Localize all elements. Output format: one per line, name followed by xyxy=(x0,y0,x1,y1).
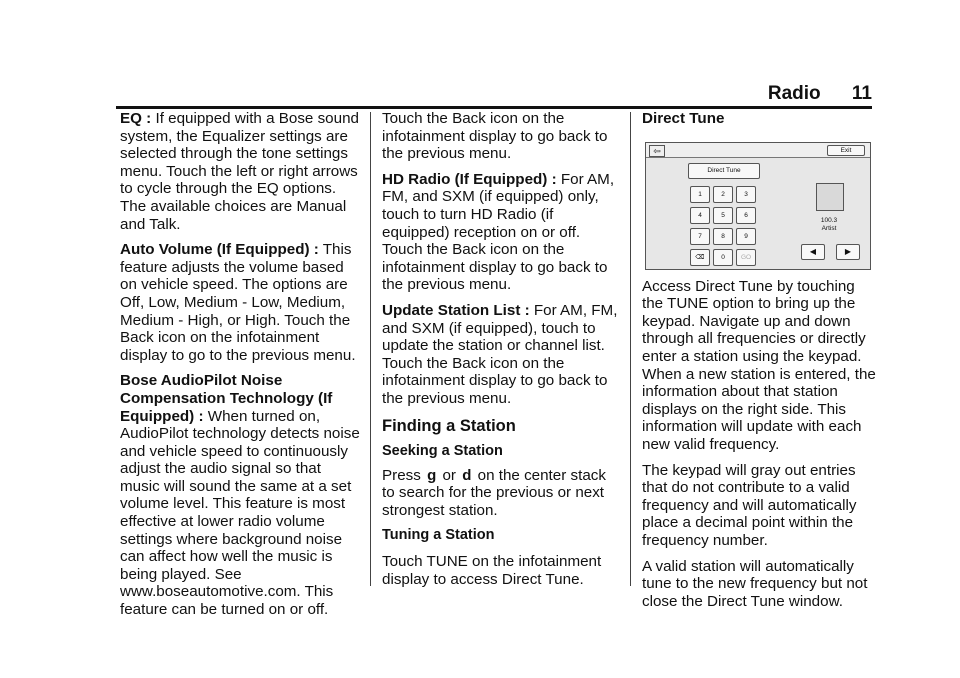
keypad-key: 0 xyxy=(713,249,733,266)
hd-radio-text: For AM, FM, and SXM (if equipped) only, touch to turn HD Radio (if equipped) reception on or off. Touch the Back icon on the infotainment display to go back to the previous menu. xyxy=(382,170,615,294)
auto-volume-text: This feature adjusts the volume based on vehicle speed. The options are Off, Low, Medium - Low, Medium, Medium - High, or High. Touch the Back icon on the infotainment display to go to the previous menu. xyxy=(120,241,356,364)
direct-tune-button: Direct Tune xyxy=(688,163,760,179)
finding-station-heading: Finding a Station xyxy=(382,416,516,435)
seek-next-icon: d xyxy=(462,466,469,484)
eq-term: EQ : xyxy=(120,110,152,127)
audiopilot-term: Bose AudioPilot Noise Compensation Technology (If Equipped) : xyxy=(120,372,333,425)
direct-tune-paragraph-2: The keypad will gray out entries that do not contribute to a valid frequency and will automatically place a decimal point within the frequency number. xyxy=(642,461,857,549)
station-frequency: 100.3 xyxy=(820,216,838,224)
update-list-paragraph xyxy=(382,302,618,408)
page-number: 11 xyxy=(851,83,872,104)
back-arrow-icon: ⇦ xyxy=(649,145,665,157)
station-artist: Artist xyxy=(821,224,837,232)
back-intro: Touch the Back icon on the infotainment display to go back to the previous menu. xyxy=(382,110,608,163)
keypad-key: 4 xyxy=(690,207,710,224)
column-3 xyxy=(642,110,878,618)
hd-radio-paragraph xyxy=(382,171,618,294)
page-header xyxy=(768,83,872,105)
auto-volume-paragraph xyxy=(120,241,360,364)
tune-up-icon: ▶ xyxy=(836,244,860,260)
album-art-placeholder xyxy=(816,183,844,211)
tuning-station-heading: Tuning a Station xyxy=(382,527,495,544)
hd-radio-term: HD Radio (If Equipped) : xyxy=(382,170,557,188)
seeking-station-heading: Seeking a Station xyxy=(382,443,503,460)
seek-or: or xyxy=(442,466,456,484)
eq-text: If equipped with a Bose sound system, the Equalizer settings are selected through the tone settings menu. Touch the left or right arrows to cycle through the EQ options. The available choices are Manual and Talk. xyxy=(120,110,359,233)
keypad-key: 8 xyxy=(713,228,733,245)
seek-rest: on the center stack to search for the previous or next strongest station. xyxy=(382,466,606,519)
keypad-key: 1 xyxy=(690,186,710,203)
keypad-key: 6 xyxy=(736,207,756,224)
direct-tune-paragraph-1: Access Direct Tune by touching the TUNE option to bring up the keypad. Navigate up and down through all frequencies or directly enter a station using the keypad. When a new station is entered, the information about that station displays on the right side. This information will update with each new valid frequency. xyxy=(642,277,876,453)
auto-volume-term: Auto Volume (If Equipped) : xyxy=(120,241,319,259)
direct-tune-heading: Direct Tune xyxy=(642,110,725,127)
keypad-key: 7 xyxy=(690,228,710,245)
exit-button: Exit xyxy=(827,145,865,156)
audiopilot-paragraph xyxy=(120,372,360,618)
go-key: GO xyxy=(736,249,756,266)
keypad-key: 9 xyxy=(736,228,756,245)
direct-tune-screen-figure xyxy=(645,142,871,270)
eq-paragraph xyxy=(120,110,360,233)
column-1 xyxy=(120,110,360,627)
keypad-key: 5 xyxy=(713,207,733,224)
section-title: Radio xyxy=(767,83,821,104)
seek-previous-icon: g xyxy=(427,466,434,484)
column-divider-1 xyxy=(370,112,371,586)
station-info xyxy=(806,217,852,233)
seeking-paragraph xyxy=(382,467,618,520)
audiopilot-text: When turned on, AudioPilot technology detects noise and vehicle speed to continuously adjust the audio signal so that music will sound the same at a set volume level. This feature is most effective at lower radio volume settings where background noise can affect how well the music is being played. See www.boseautomotive.com. This feature can be turned on or off. xyxy=(120,407,360,619)
header-rule xyxy=(116,106,872,109)
keypad-key: 2 xyxy=(713,186,733,203)
backspace-icon: ⌫ xyxy=(690,249,710,266)
screen-top-bar xyxy=(646,143,870,158)
tuning-paragraph: Touch TUNE on the infotainment display to access Direct Tune. xyxy=(382,553,602,588)
seek-press: Press xyxy=(382,466,421,484)
column-divider-2 xyxy=(630,112,631,586)
tune-down-icon: ◀ xyxy=(801,244,825,260)
direct-tune-paragraph-3: A valid station will automatically tune to the new frequency but not close the Direct Tune window. xyxy=(642,557,868,610)
update-list-text: For AM, FM, and SXM (if equipped), touch to update the station or channel list. Touch the Back icon on the infotainment display to go back to the previous menu. xyxy=(382,301,618,407)
update-list-term: Update Station List : xyxy=(382,301,530,319)
column-2 xyxy=(382,110,618,596)
keypad-key: 3 xyxy=(736,186,756,203)
